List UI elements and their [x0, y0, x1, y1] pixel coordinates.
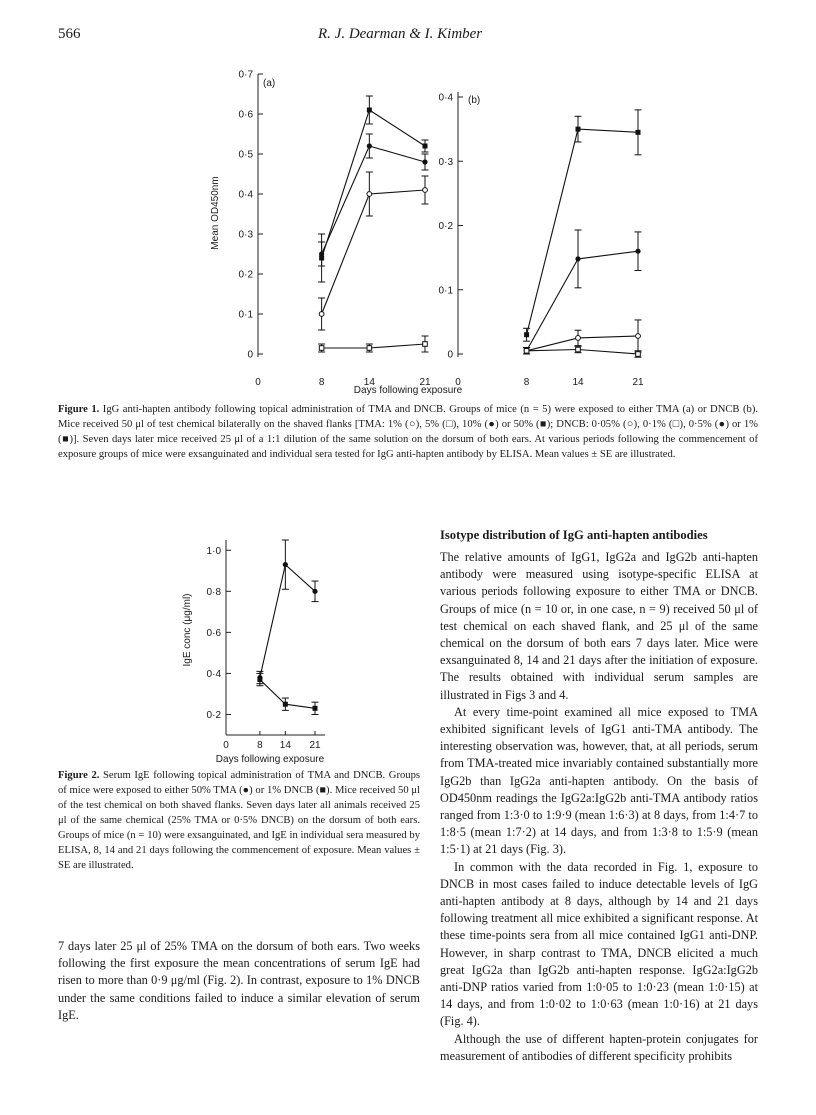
- fig2-y-tick-label: 0·2: [206, 709, 221, 721]
- fig2-x-tick-label: 21: [309, 740, 321, 751]
- panel-b-series-4-line: [527, 350, 638, 354]
- page-number: 566: [58, 26, 81, 42]
- panel-b-series-1-line: [527, 129, 638, 335]
- fig2-point: [283, 562, 288, 567]
- figure-2-caption-label: Figure 2.: [58, 770, 100, 781]
- panel-b-x-tick-label: 8: [523, 377, 530, 388]
- panel-b-x-tick-label: 0: [455, 377, 461, 388]
- fig2-y-tick-label: 0·6: [206, 627, 221, 639]
- panel-a-y-tick-label: 0·6: [238, 109, 253, 121]
- figure-1-y-axis-label: Mean OD450nm: [210, 176, 221, 250]
- panel-b-point: [576, 347, 581, 352]
- panel-a-y-tick-label: 0·1: [238, 309, 253, 321]
- panel-a-y-tick-label: 0·2: [238, 269, 253, 281]
- fig2-y-tick-label: 1·0: [206, 545, 221, 557]
- panel-b-point: [636, 352, 641, 357]
- panel-a-x-tick-label: 8: [318, 377, 325, 388]
- panel-b-y-tick-label: 0·4: [438, 92, 453, 104]
- panel-a-x-tick-label: 21: [419, 377, 431, 388]
- figure-2-x-axis-label: Days following exposure: [215, 754, 325, 765]
- panel-b-point: [636, 334, 641, 339]
- fig2-point: [257, 677, 262, 682]
- panel-b-x-tick-label: 14: [572, 377, 584, 388]
- panel-b-point: [636, 130, 641, 135]
- panel-b-y-tick-label: 0·3: [438, 156, 453, 168]
- panel-a-x-tick-label: 14: [363, 377, 375, 388]
- figure-2-caption-text: Serum IgE following topical administration of TMA and DNCB. Groups of mice were exposed to either 50% TMA (●) or 1% DNCB (■). Mice received 50 μl of the test chemical on both shaved flanks. Seven days later all animals received 25 μl of the same chemical (25% TMA or 0·5% DNCB) on the dorsum of both ears. Groups of mice (n = 10) were exsanguinated, and IgE in individual sera measured by ELISA, 8, 14 and 21 days following the commencement of exposure. Mean values ± SE are illustrated.: [58, 770, 420, 871]
- left-column-text: [58, 938, 420, 1024]
- right-paragraph-3: In common with the data recorded in Fig. 1, exposure to DNCB in most cases failed to induce detectable levels of IgG anti-hapten antibody at 8 days, although by 14 and 21 days following treatment all mice exhibited a significant response. At these time-points sera from all mice contained IgG1 anti-DNP. However, in sharp contrast to TMA, DNCB elicited a much great IgG2a than IgG2b anti-hapten response. IgG2a:IgG2b anti-DNP ratios varied from 1:0·05 to 1:0·23 (mean 1:0·15) at 14 days, and from 1:0·02 to 1:0·63 (mean 1:0·16) at 21 days (Fig. 4).: [440, 859, 758, 1029]
- right-paragraph-1: The relative amounts of IgG1, IgG2a and IgG2b anti-hapten antibody were measured using isotype-specific ELISA at various periods following exposure to either TMA or DNCB. Groups of mice (n = 10 or, in one case, n = 9) received 50 μl of test chemical on each shaved flank, and 25 μl of the same chemical on the dorsum of both ears 7 days later. Mice were exsanguinated 8, 14 and 21 days after the initiation of exposure. The results obtained with individual serum samples are illustrated in Figs 3 and 4.: [440, 550, 758, 702]
- right-column-text: [440, 549, 758, 1065]
- panel-b-point: [576, 127, 581, 132]
- panel-a-y-tick-label: 0·7: [238, 69, 253, 81]
- panel-b-point: [575, 256, 580, 261]
- right-paragraph-2: At every time-point examined all mice exposed to TMA exhibited significant levels of IgG1 anti-TMA antibody. The interesting observation was, however, that, at all periods, serum from TMA-treated mice invariably contained substantially more IgG2b than IgG2a anti-hapten antibody. On the basis of OD450nm readings the IgG2a:IgG2b anti-TMA antibody ratios ranged from 1:3·0 to 1:9·9 (mean 1:6·3) at 8 days, from 1:4·7 to 1:8·5 (mean 1:7·2) at 14 days, and from 1:3·8 to 1:5·9 (mean 1:5·1) at 21 days (Fig. 3).: [440, 704, 758, 857]
- fig2-y-tick-label: 0·4: [206, 668, 221, 680]
- fig2-x-tick-label: 14: [279, 740, 291, 751]
- right-paragraph-4: Although the use of different hapten-protein conjugates for measurement of antibodies of different specificity prohibits: [440, 1031, 758, 1063]
- fig2-point: [313, 706, 318, 711]
- panel-b-point: [635, 249, 640, 254]
- panel-b-series-3-line: [527, 336, 638, 351]
- figure-1-caption-text: IgG anti-hapten antibody following topical administration of TMA and DNCB. Groups of mice (n = 5) were exposed to either TMA (a) or DNCB (b). Mice received 50 μl of test chemical bilaterally on the shaved flanks [TMA: 1% (○), 5% (□), 10% (●) or 50% (■); DNCB: 0·05% (○), 0·1% (□), 0·5% (●) or 1% (■)]. Seven days later mice received 25 μl of a 1:1 dilution of the same solution on the dorsum of both ears. At various periods following the commencement of exposure groups of mice were exsanguinated and individual sera tested for IgG anti-hapten antibody by ELISA. Mean values ± SE are illustrated.: [58, 404, 758, 460]
- fig2-y-tick-label: 0·8: [206, 586, 221, 598]
- panel-a-y-tick-label: 0·4: [238, 189, 253, 201]
- figure-2: [0, 0, 430, 770]
- panel-a-label: (a): [263, 78, 276, 89]
- fig2-x-tick-label: 8: [257, 740, 263, 751]
- figure-1-caption-label: Figure 1.: [58, 404, 100, 415]
- panel-b-y-tick-label: 0·2: [438, 221, 453, 232]
- panel-b-x-tick-label: 21: [632, 377, 644, 388]
- panel-a-y-tick-label: 0·3: [238, 229, 253, 241]
- panel-b-label: (b): [468, 95, 481, 106]
- panel-b-point: [576, 336, 581, 341]
- panel-a-y-tick-label: 0·5: [238, 149, 253, 161]
- figure-2-caption: [58, 768, 420, 873]
- section-heading: Isotype distribution of IgG anti-hapten antibodies: [440, 528, 708, 542]
- panel-b-y-tick-label: 0: [447, 349, 453, 361]
- running-head: R. J. Dearman & I. Kimber: [318, 26, 483, 42]
- fig2-x-origin-label: 0: [223, 740, 229, 751]
- panel-b-y-tick-label: 0·1: [438, 285, 453, 297]
- panel-a-y-tick-label: 0: [247, 349, 253, 361]
- fig2-point: [283, 702, 288, 707]
- left-paragraph: 7 days later 25 μl of 25% TMA on the dorsum of both ears. Two weeks following the first exposure the mean concentrations of serum IgE had risen to more than 0·9 μg/ml (Fig. 2). In contrast, exposure to 1% DNCB under the same conditions failed to induce a similar elevation of serum IgE.: [58, 939, 420, 1022]
- fig2-series-1-line: [260, 565, 315, 678]
- figure-1-x-axis-label: Days following exposure: [353, 385, 463, 396]
- panel-b-point: [524, 332, 529, 337]
- panel-a-x-tick-label: 0: [255, 377, 261, 388]
- figure-2-y-axis-label: IgE conc (μg/ml): [182, 593, 193, 667]
- fig2-point: [312, 589, 317, 594]
- panel-b-point: [524, 348, 529, 353]
